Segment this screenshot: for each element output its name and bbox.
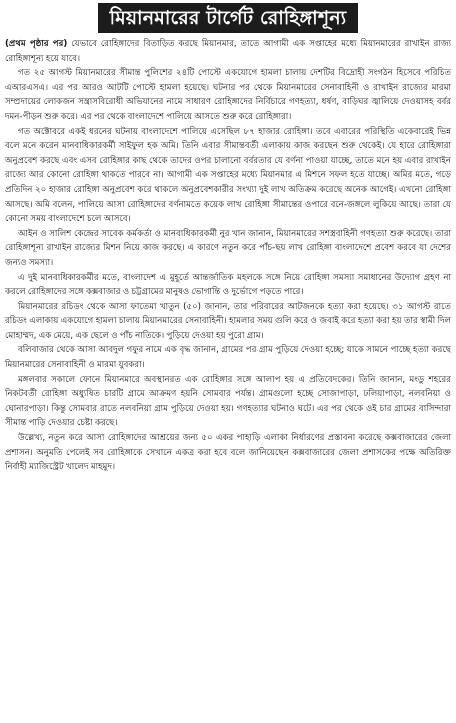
continuation-ref: (প্রথম পৃষ্ঠার পর) — [5, 39, 68, 49]
article-paragraph: আইন ও সালিশ কেন্দ্রের সাবেক কর্মকর্তা ও মানবাধিকারকর্মী নুর খান জানান, মিয়ানমারের সশস্ত্রবাহিনী গণহত্যা শুরু করেছে। তারা রোহিঙ্গাশূন্য রাখাইন রাজ্যের মিশন নিয়ে কাজ করছে। এ কারণে নতুন করে পাঁচ-ছয় লাখ রোহিঙ্গা বাংলাদেশে প্রবেশ করবে যা দেশের জন্যও সমস্যা। — [5, 228, 451, 268]
article-paragraph: উল্লেখ্য, নতুন করে আসা রোহিঙ্গাদের আশ্রয়ের জন্য ৫০ একর পাহাড়ি এলাকা নির্ধারণের প্রস্তাবনা করেছে কক্সবাজারের জেলা প্রশাসন। অনুমতি পেলেই সব রোহিঙ্গাকে সেখানে একত্র করা হবে বলে জানিয়েছেন কক্সবাজারের জেলা প্রশাসকের পক্ষে অতিরিক্ত নির্বাহী ম্যাজিস্ট্রেট খালেদ মাহমুদ। — [5, 433, 451, 473]
article-paragraph: মিয়ানমারের রচিডং থেকে আসা ফাতেমা খাতুন (৫০) জানান, তার পরিবারের আটজনকে হত্যা করা হয়েছে। ৩১ আগস্ট রাতে রচিডং এলাকায় একযোগে হামলা চালায় মিয়ানমারের সেনাবাহিনী। হামলার সময় গুলি করে ও জবাই করে হত্যা করা হয় তার স্বামী দিল মোহাম্মদ, এক মেয়ে, এক ছেলে ও পাঁচ নাতিকে। পুড়িয়ে দেওয়া হয় পুরো গ্রাম। — [5, 301, 451, 341]
article-paragraph: এ দুই মানবাধিকারকর্মীর মতে, বাংলাদেশ এ মুহূর্তে আন্তর্জাতিক মহলকে সঙ্গে নিয়ে রোহিঙ্গা সমস্যা সমাধানের উদ্যোগ গ্রহণ না করলে রোহিঙ্গাদের সঙ্গে কক্সবাজার ও চট্টগ্রামের মানুষও ভোগান্তি ও দুর্ভোগে পড়তে পারে। — [5, 272, 451, 298]
article-paragraph: গত অক্টোবরে একই ধরনের ঘটনায় বাংলাদেশে পালিয়ে এসেছিল ৮৭ হাজার রোহিঙ্গা। তবে এবারের পরিস্থিতি একেবারেই ভিন্ন বলে মনে করেন মানবাধিকারকর্মী সাইফুল হক অমি। তিনি এবার সীমান্তবর্তী এলাকায় কাজ করছেন শুরু থেকেই। যে হারে রোহিঙ্গারা অনুপ্রবেশ করছে এবং এসব রোহিঙ্গার কাছ থেকে তাদের ওপর চালানো বর্বরতার যে বর্ণনা পাওয়া যাচ্ছে, তাতে মনে হয় এবার রাখাইন রাজ্যে আর কোনো রোহিঙ্গা থাকতে পারবে না। আগামী এক সপ্তাহের মধ্যে মিয়ানমার এ মিশনে সফল হতে যাচ্ছে। অমির মতে, গড়ে প্রতিদিন ২০ হাজার রোহিঙ্গা অনুপ্রবেশ করে থাকলে অনুপ্রবেশকারীর সংখ্যা দুই লাখ অতিক্রম করেছে অনেক আগেই। এখনো রোহিঙ্গা আসছে। অমি বলেন, পালিয়ে আসা রোহিঙ্গাদের বর্ণনামতে কয়েক লাখ রোহিঙ্গা সীমান্তের ওপারে বনে-জঙ্গলে লুকিয়ে আছে। তারা যে কোনো সময় বাংলাদেশে চলে আসবে। — [5, 126, 451, 225]
paragraph-text: যেভাবে রোহিঙ্গাদের বিতাড়িত করছে মিয়ানমার, তাতে আগামী এক সপ্তাহের মধ্যে মিয়ানমারের রাখাইন রাজ্য রোহিঙ্গাশূন্য হয়ে যাবে। — [5, 39, 452, 64]
article-paragraph — [5, 37, 451, 66]
article-paragraph: গত ২৫ আগস্ট মিয়ানমারের সীমান্ত পুলিশের ২৪টি পোস্টে একযোগে হামলা চালায় দেশটির বিদ্রোহী সংগঠন হিসেবে পরিচিত এআরএসএ। এর পর আরও আটটি পোস্টে হামলা হয়েছে। ঘটনার পর থেকে মিয়ানমারের সেনাবাহিনী ও রাখাইন রাজ্যের মারমা সম্প্রদায়ের লোকজন সন্ত্রাসবিরোধী অভিযানের নামে সাধারণ রোহিঙ্গাদের নির্বিচারে গণহত্যা, ধর্ষণ, বাড়িঘর জ্বালিয়ে দেওয়াসহ বর্বর দমন-পীড়ন শুরু করে। এর পর থেকে বাংলাদেশে পালিয়ে আসতে শুরু করে রোহিঙ্গারা। — [5, 68, 451, 122]
article-body — [5, 37, 451, 475]
headline: মিয়ানমারের টার্গেট রোহিঙ্গাশূন্য — [98, 3, 359, 33]
headline-container — [5, 3, 451, 33]
article-paragraph: মঙ্গলবার সকালে ফোনে মিয়ানমারে অবস্থানরত এক রোহিঙ্গার সঙ্গে আলাপ হয় এ প্রতিবেদকের। তিনি জানান, মংডু শহরের নিকটবর্তী রোহিঙ্গা অধ্যুষিত চারটি গ্রামে আক্রমণ হয়নি সোমবার পর্যন্ত। গ্রামগুলো হচ্ছে সোজাপাড়া, ঢলিয়াপাড়া, নলবনিয়া ও ঘোনারপাড়া। কিন্তু সোমবার রাতে নলবনিয়া গ্রাম পুড়িয়ে দেওয়া হয়। গণহত্যার ঘটনাও ঘটে। এর পর থেকে ওই চার গ্রামের বাসিন্দারা সীমান্ত পাড়ি দেওয়ার চেষ্টা করছে। — [5, 374, 451, 429]
article-paragraph: বলিবাজার থেকে আসা আবদুল গফুর নামে এক বৃদ্ধ জানান, গ্রামের পর গ্রাম পুড়িয়ে দেওয়া হচ্ছে; যাকে সামনে পাচ্ছে হত্যা করছে মিয়ানমারের সেনাবাহিনী ও মারমা যুবকরা। — [5, 345, 451, 371]
